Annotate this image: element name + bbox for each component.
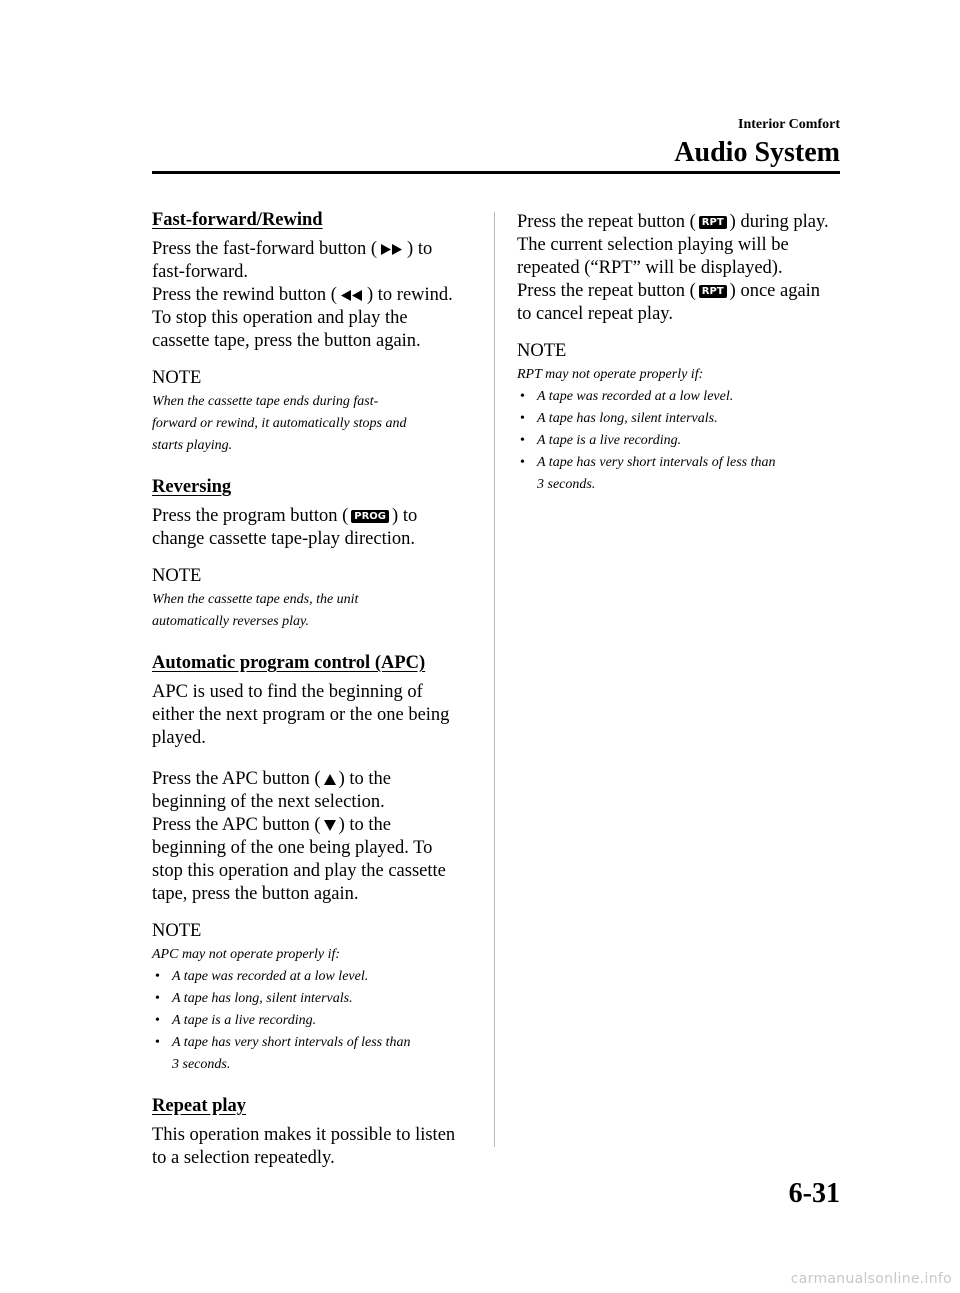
- ff-note-line-1: When the cassette tape ends during fast-: [152, 394, 379, 409]
- triangle-down-icon: [324, 820, 336, 831]
- apc-line-5: stop this operation and play the cassette: [152, 861, 446, 881]
- page-number: 6-31: [788, 1178, 840, 1209]
- rewind-icon: [340, 290, 364, 301]
- watermark: carmanualsonline.info: [790, 1271, 952, 1287]
- list-item: • A tape was recorded at a low level.: [517, 386, 847, 408]
- rpt-line-5: to cancel repeat play.: [517, 304, 673, 324]
- apc-note-label: NOTE: [152, 921, 202, 941]
- rev-line-1: Press the program button ( PROG ) to: [152, 506, 418, 526]
- heading-apc: Automatic program control (APC): [152, 653, 426, 673]
- heading-reversing: Reversing: [152, 477, 232, 497]
- rep-line-2: to a selection repeatedly.: [152, 1148, 335, 1168]
- ff-note-line-2: forward or rewind, it automatically stops and: [152, 416, 407, 431]
- header-rule: [152, 171, 840, 174]
- list-item: • A tape is a live recording.: [517, 430, 847, 452]
- heading-fast-forward-rewind: Fast-forward/Rewind: [152, 210, 323, 230]
- triangle-up-icon: [324, 774, 336, 785]
- rev-note-label: NOTE: [152, 566, 202, 586]
- apc-intro-line-1: APC is used to find the beginning of: [152, 682, 423, 702]
- ff-line-5: cassette tape, press the button again.: [152, 331, 421, 351]
- rpt-note-list: [517, 386, 847, 474]
- section-reversing: [152, 475, 470, 633]
- rev-note-line-1: When the cassette tape ends, the unit: [152, 592, 359, 607]
- ff-line-3: Press the rewind button ( ) to rewind.: [152, 285, 453, 305]
- rpt-line-4: Press the repeat button ( RPT ) once again: [517, 281, 821, 301]
- rpt-note-label: NOTE: [517, 341, 567, 361]
- list-item: • A tape has very short intervals of less than: [152, 1032, 470, 1054]
- ff-line-2: fast-forward.: [152, 262, 249, 282]
- apc-line-2: beginning of the next selection.: [152, 792, 385, 812]
- page-header: [674, 116, 840, 170]
- ff-line-4: To stop this operation and play the: [152, 308, 408, 328]
- apc-intro-line-3: played.: [152, 728, 206, 748]
- apc-note-continuation: 3 seconds.: [172, 1057, 231, 1072]
- rev-note-line-2: automatically reverses play.: [152, 614, 309, 629]
- rpt-line-1: Press the repeat button ( RPT ) during play.: [517, 212, 829, 232]
- column-divider: [494, 212, 495, 1147]
- rpt-button-icon: RPT: [699, 285, 727, 298]
- fast-forward-icon: [380, 244, 404, 255]
- apc-line-6: tape, press the button again.: [152, 884, 359, 904]
- apc-line-3: Press the APC button ( ) to the: [152, 815, 391, 835]
- rpt-button-icon: RPT: [699, 216, 727, 229]
- list-item: • A tape has long, silent intervals.: [517, 408, 847, 430]
- section-repeat-play: [152, 1094, 470, 1170]
- apc-note-list: [152, 966, 470, 1054]
- left-column: [152, 208, 470, 1170]
- list-item: • A tape is a live recording.: [152, 1010, 470, 1032]
- rpt-note-intro: RPT may not operate properly if:: [517, 367, 704, 382]
- chapter-title: Audio System: [674, 137, 840, 168]
- rpt-line-3: repeated (“RPT” will be displayed).: [517, 258, 783, 278]
- rpt-line-2: The current selection playing will be: [517, 235, 789, 255]
- ff-note-label: NOTE: [152, 368, 202, 388]
- ff-note-line-3: starts playing.: [152, 438, 233, 453]
- apc-intro-line-2: either the next program or the one being: [152, 705, 450, 725]
- prog-button-icon: PROG: [351, 510, 389, 523]
- section-fast-forward-rewind: [152, 208, 470, 457]
- section-apc: [152, 651, 470, 1076]
- rep-line-1: This operation makes it possible to listen: [152, 1125, 456, 1145]
- heading-repeat-play: Repeat play: [152, 1096, 247, 1116]
- list-item: • A tape has very short intervals of less than: [517, 452, 847, 474]
- ff-line-1: Press the fast-forward button ( ) to: [152, 239, 433, 259]
- apc-line-1: Press the APC button ( ) to the: [152, 769, 391, 789]
- list-item: • A tape was recorded at a low level.: [152, 966, 470, 988]
- apc-note-intro: APC may not operate properly if:: [152, 947, 341, 962]
- right-column: [517, 211, 847, 496]
- rev-line-2: change cassette tape-play direction.: [152, 529, 415, 549]
- list-item: • A tape has long, silent intervals.: [152, 988, 470, 1010]
- rpt-note-continuation: 3 seconds.: [537, 477, 596, 492]
- apc-line-4: beginning of the one being played. To: [152, 838, 433, 858]
- section-title: Interior Comfort: [738, 117, 840, 132]
